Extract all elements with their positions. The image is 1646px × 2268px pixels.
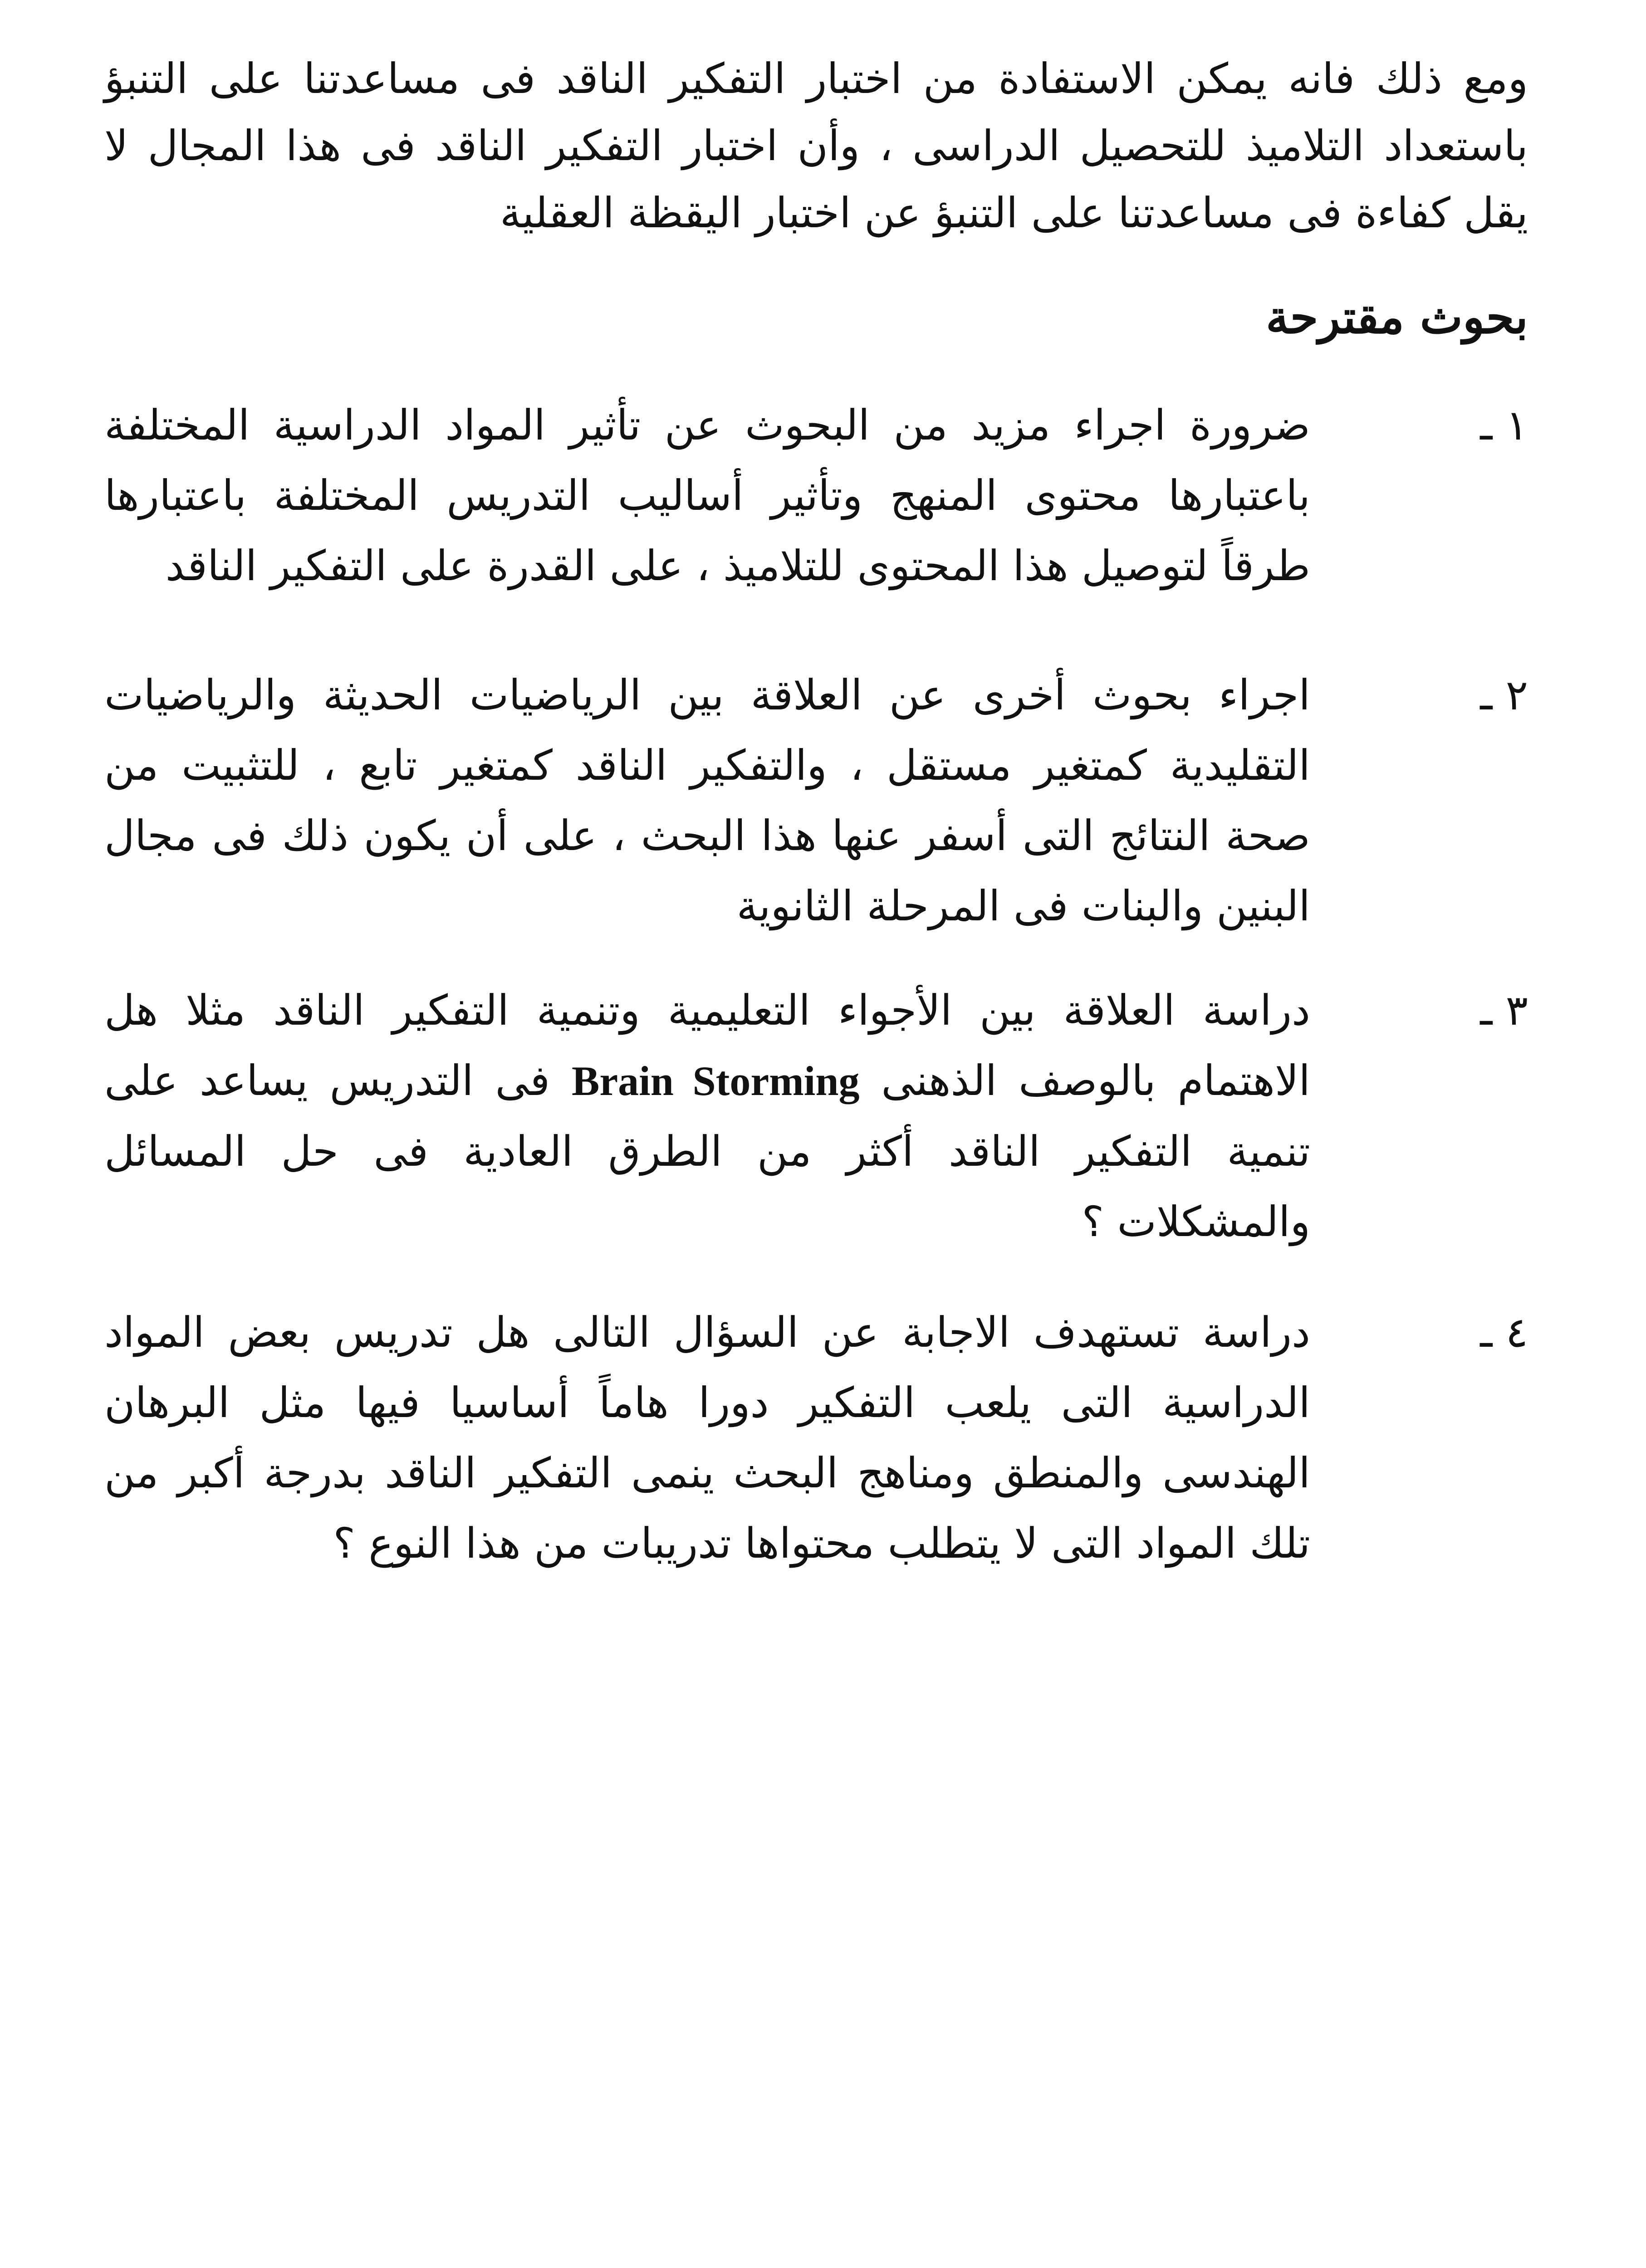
item-number: ٤ ـ bbox=[1480, 1308, 1528, 1357]
item-text-part: فى التدريس يساعد على تنمية التفكير الناقد أكثر من الطرق العادية فى حل المسائل والمشكلات ؟ bbox=[104, 1056, 1310, 1246]
english-term: Brain Storming bbox=[571, 1058, 860, 1104]
item-text: اجراء بحوث أخرى عن العلاقة بين الرياضيات الحديثة والرياضيات التقليدية كمتغير مستقل ، والتفكير الناقد كمتغير تابع ، للتثبيت من صحة النتائج التى أسفر عنها هذا البحث ، على أن يكون ذلك فى مجال البنين والبنات فى المرحلة الثانوية bbox=[104, 671, 1310, 930]
item-text: ضرورة اجراء مزيد من البحوث عن تأثير المواد الدراسية المختلفة باعتبارها محتوى المنهج وتأثير أساليب التدريس المختلفة باعتبارها طرقاً لتوصيل هذا المحتوى للتلاميذ ، على القدرة على التفكير الناقد bbox=[104, 401, 1310, 590]
section-heading: بحوث مقترحة bbox=[1266, 290, 1528, 344]
intro-paragraph: ومع ذلك فانه يمكن الاستفادة من اختبار التفكير الناقد فى مساعدتنا على التنبؤ باستعداد التلاميذ للتحصيل الدراسى ، وأن اختبار التفكير الناقد فى هذا المجال لا يقل كفاءة فى مساعدتنا على التنبؤ عن اختبار اليقظة العقلية bbox=[104, 54, 1528, 237]
item-number: ١ ـ bbox=[1480, 401, 1528, 450]
item-text bbox=[104, 975, 1310, 1257]
item-number: ٢ ـ bbox=[1480, 671, 1528, 719]
list-item-1 bbox=[104, 390, 1528, 601]
item-text-part: دراسة العلاقة بين الأجواء التعليمية وتنمية التفكير الناقد مثلا هل الاهتمام بالوصف الذهنى bbox=[104, 986, 1310, 1105]
item-text: دراسة تستهدف الاجابة عن السؤال التالى هل تدريس بعض المواد الدراسية التى يلعب التفكير دورا هاماً أساسيا فيها مثل البرهان الهندسى والمنطق ومناهج البحث ينمى التفكير الناقد بدرجة أكبر من تلك المواد التى لا يتطلب محتواها تدريبات من هذا النوع ؟ bbox=[104, 1308, 1310, 1568]
item-number: ٣ ـ bbox=[1480, 986, 1528, 1035]
list-item-4 bbox=[104, 1297, 1528, 1579]
list-item-3 bbox=[104, 975, 1528, 1257]
list-item-2 bbox=[104, 660, 1528, 941]
